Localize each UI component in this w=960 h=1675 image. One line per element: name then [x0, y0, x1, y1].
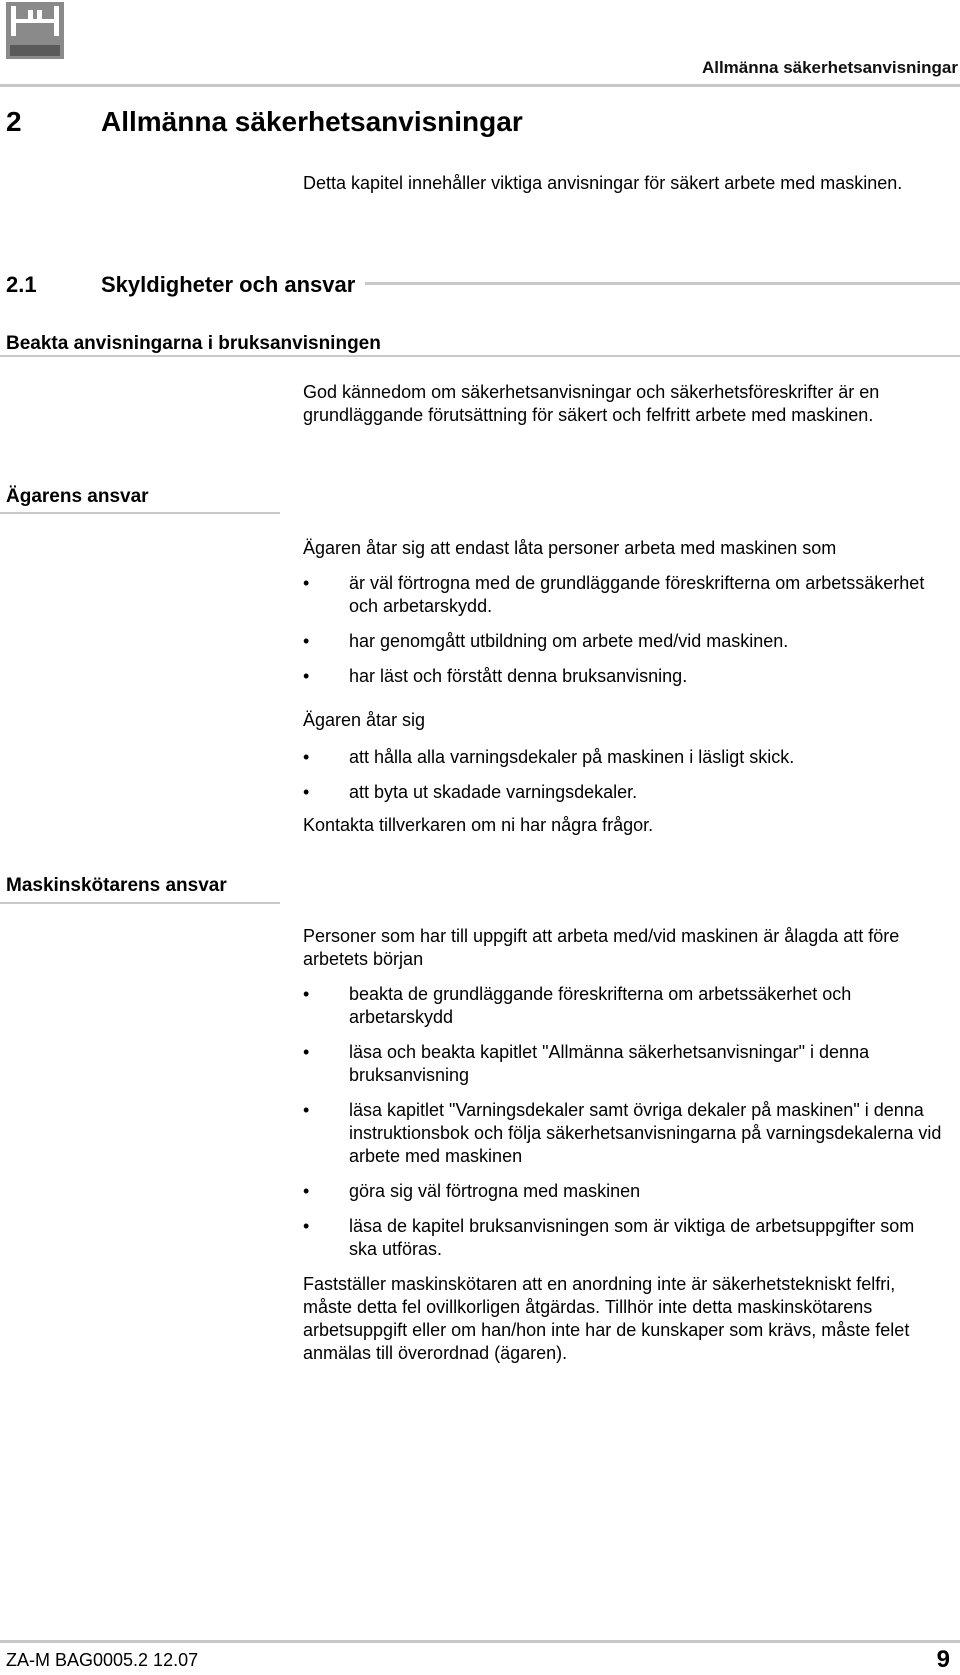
owner-lead-1: Ägaren åtar sig att endast låta personer arbeta med maskinen som — [303, 538, 837, 558]
owner-list-1 — [303, 572, 943, 688]
operator-section — [303, 925, 943, 1365]
list-item: • att byta ut skadade varningsdekaler. — [303, 781, 943, 804]
owner-lead-2: Ägaren åtar sig — [303, 710, 426, 730]
running-title: Allmänna säkerhetsanvisningar — [701, 58, 958, 77]
list-item: • att hålla alla varningsdekaler på maskinen i läsligt skick. — [303, 746, 943, 769]
chapter-intro: Detta kapitel innehåller viktiga anvisningar för säkert arbete med maskinen. — [303, 173, 903, 193]
chapter-title — [6, 106, 523, 138]
amazone-logo — [6, 2, 64, 59]
section-title-text: Skyldigheter och ansvar — [101, 272, 356, 297]
owner-closing: Kontakta tillverkaren om ni har några frågor. — [303, 815, 654, 835]
chapter-number: 2 — [6, 106, 22, 137]
manual-notice-rule — [0, 355, 960, 357]
manual-notice-text: God kännedom om säkerhetsanvisningar och säkerhetsföreskrifter är en grundläggande förutsättning för säkert och felfritt arbete med maskinen. — [303, 382, 880, 425]
operator-lead: Personer som har till uppgift att arbeta med/vid maskinen är ålagda att före arbetets början — [303, 926, 900, 969]
list-item: • beakta de grundläggande föreskrifterna om arbetssäkerhet och arbetarskydd — [303, 983, 943, 1029]
footer-rule — [0, 1640, 960, 1643]
owner-section — [303, 537, 943, 837]
list-item: • läsa och beakta kapitlet "Allmänna säkerhetsanvisningar" i denna bruksanvisning — [303, 1041, 943, 1087]
section-title — [6, 272, 355, 298]
chapter-title-text: Allmänna säkerhetsanvisningar — [101, 106, 523, 137]
owner-rule — [0, 512, 280, 514]
owner-heading: Ägarens ansvar — [6, 486, 149, 507]
section-number: 2.1 — [6, 272, 37, 297]
operator-closing: Fastställer maskinskötaren att en anordning inte är säkerhetstekniskt felfri, måste detta fel ovillkorligen åtgärdas. Tillhör inte detta maskinskötarens arbetsuppgift eller om han/hon inte har de kunskaper som krävs, måste felet anmälas till överordnad (ägaren). — [303, 1274, 910, 1363]
list-item: • har genomgått utbildning om arbete med/vid maskinen. — [303, 630, 943, 653]
list-item: • är väl förtrogna med de grundläggande föreskrifterna om arbetssäkerhet och arbetarskydd. — [303, 572, 943, 618]
list-item: • har läst och förstått denna bruksanvisning. — [303, 665, 943, 688]
section-rule — [365, 282, 960, 285]
manual-notice-heading: Beakta anvisningarna i bruksanvisningen — [6, 333, 381, 354]
operator-heading: Maskinskötarens ansvar — [6, 875, 227, 896]
list-item: • läsa kapitlet "Varningsdekaler samt övriga dekaler på maskinen" i denna instruktionsbok och följa säkerhetsanvisningarna på varningsdekalerna vid arbete med maskinen — [303, 1099, 943, 1168]
operator-rule — [0, 902, 280, 904]
owner-list-2 — [303, 746, 943, 804]
operator-list — [303, 983, 943, 1261]
page-number: 9 — [936, 1646, 950, 1673]
list-item: • göra sig väl förtrogna med maskinen — [303, 1180, 943, 1203]
header-rule — [0, 84, 960, 87]
document-id: ZA-M BAG0005.2 12.07 — [6, 1650, 199, 1670]
list-item: • läsa de kapitel bruksanvisningen som är viktiga de arbetsuppgifter som ska utföras. — [303, 1215, 943, 1261]
